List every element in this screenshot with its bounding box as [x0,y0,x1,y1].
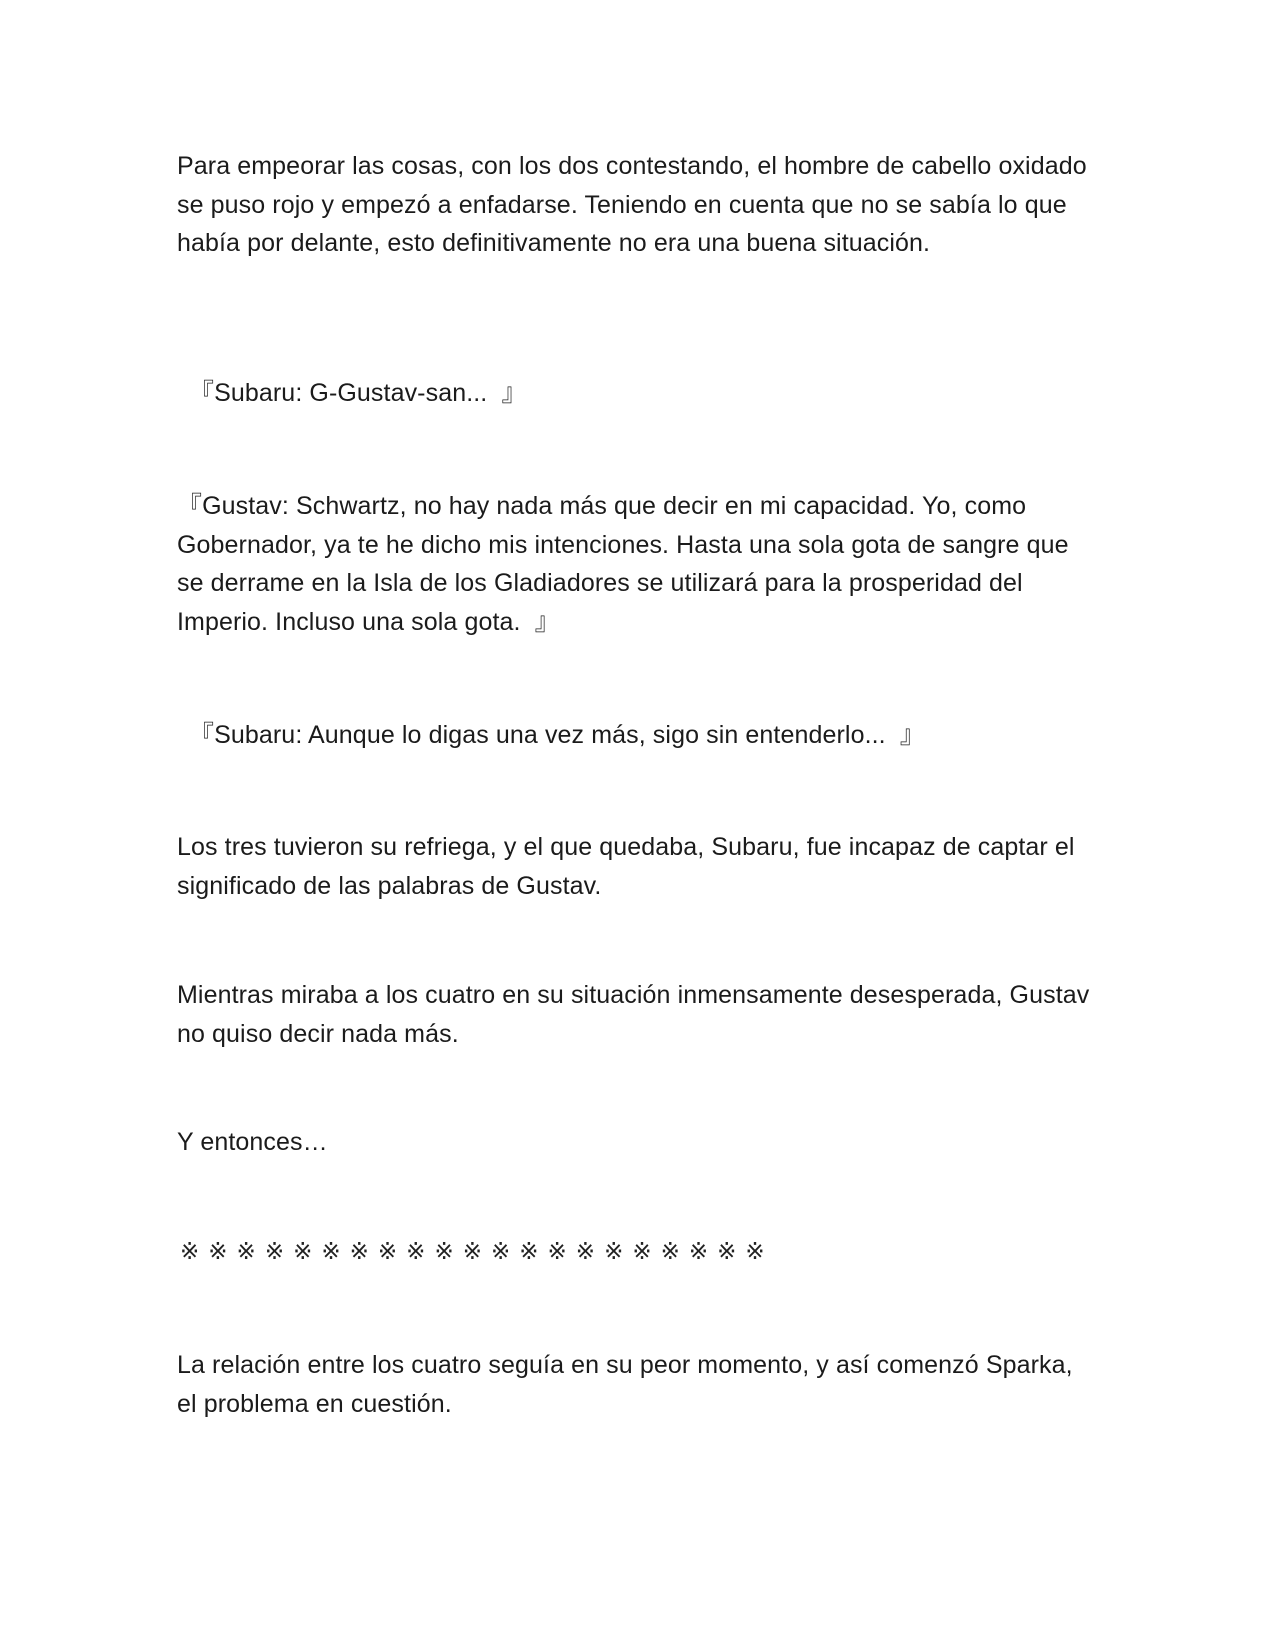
narration-paragraph: Para empeorar las cosas, con los dos contestando, el hombre de cabello oxidado se puso rojo y empezó a enfadarse. Teniendo en cuenta que no se sabía lo que había por delante, esto definitivamente no era una buena situación. [177,152,1094,257]
dialogue-line-gustav: 『Gustav: Schwartz, no hay nada más que decir en mi capacidad. Yo, como Gobernador, ya te he dicho mis intenciones. Hasta una sola gota de sangre que se derrame en la Isla de los Gladiadores se utilizará para la prosperidad del Imperio. Incluso una sola gota. 』 [177,492,1076,636]
dialogue-line-subaru: 『Subaru: Aunque lo digas una vez más, sigo sin entenderlo... 』 [189,721,925,749]
scene-separator: ※※※※※※※※※※※※※※※※※※※※※ [180,1239,774,1265]
narration-paragraph: Mientras miraba a los cuatro en su situación inmensamente desesperada, Gustav no quiso decir nada más. [177,981,1097,1048]
dialogue-line-subaru: 『Subaru: G-Gustav-san... 』 [189,379,527,407]
narration-paragraph: La relación entre los cuatro seguía en su peor momento, y así comenzó Sparka, el problema en cuestión. [177,1351,1080,1418]
narration-paragraph: Los tres tuvieron su refriega, y el que quedaba, Subaru, fue incapaz de captar el significado de las palabras de Gustav. [177,833,1082,900]
narration-paragraph: Y entonces… [177,1128,328,1156]
